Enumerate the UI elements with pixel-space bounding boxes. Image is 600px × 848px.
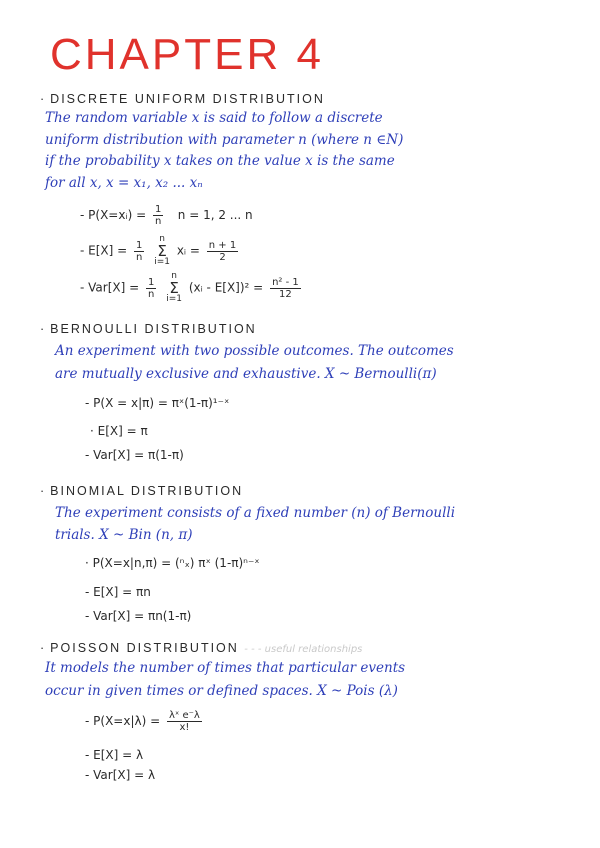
uniform-mean-formula: - E[X] = $\frac{1}{n}$ n Σ i=1 xᵢ = $\frac{n + 1}{2}$	[80, 234, 237, 267]
bernoulli-text-line-1: An experiment with two possible outcomes. The outcomes	[55, 343, 454, 359]
section-heading-bernoulli: · BERNOULLI DISTRIBUTION	[40, 322, 257, 336]
binomial-pmf-formula: · P(X=x|n,π) = (ⁿₓ) πˣ (1-π)ⁿ⁻ˣ	[85, 556, 260, 570]
poisson-text-line-2: occur in given times or defined spaces. X ~ Pois (λ)	[45, 683, 398, 699]
uniform-text-line-4: for all x, x = x₁, x₂ ... xₙ	[45, 175, 203, 191]
binomial-text-line-1: The experiment consists of a fixed number (n) of Bernoulli	[55, 505, 456, 521]
uniform-text-line-2: uniform distribution with parameter n (where n ∈N)	[45, 132, 404, 148]
poisson-mean-formula: - E[X] = λ	[85, 748, 144, 762]
poisson-pmf-formula: - P(X=x|λ) = $\frac{\text{λˣ e⁻λ}}{x!}$	[85, 710, 200, 733]
uniform-variance-formula: - Var[X] = $\frac{1}{n}$ n Σ i=1 (xᵢ - E[X])² = $\frac{\text{n² - 1}}{12}$	[80, 271, 299, 304]
bullet-icon: ·	[40, 322, 47, 336]
binomial-variance-formula: - Var[X] = πn(1-π)	[85, 609, 192, 623]
bullet-icon: ·	[40, 484, 47, 498]
poisson-text-line-1: It models the number of times that particular events	[45, 660, 406, 676]
binomial-mean-formula: - E[X] = πn	[85, 585, 151, 599]
section-heading-binomial: · BINOMIAL DISTRIBUTION	[40, 484, 244, 498]
uniform-text-line-3: if the probability x takes on the value x is the same	[45, 153, 395, 169]
binomial-text-line-2: trials. X ~ Bin (n, π)	[55, 527, 193, 543]
poisson-variance-formula: - Var[X] = λ	[85, 768, 156, 782]
chapter-title: CHAPTER 4	[50, 30, 324, 79]
section-heading-uniform: · DISCRETE UNIFORM DISTRIBUTION	[40, 92, 325, 106]
bullet-icon: ·	[40, 92, 47, 106]
uniform-text-line-1: The random variable x is said to follow a discrete	[45, 110, 383, 126]
bernoulli-mean-formula: · E[X] = π	[90, 424, 148, 438]
bernoulli-pmf-formula: - P(X = x|π) = πˣ(1-π)¹⁻ˣ	[85, 396, 230, 410]
bernoulli-variance-formula: - Var[X] = π(1-π)	[85, 448, 184, 462]
bernoulli-text-line-2: are mutually exclusive and exhaustive. X ~ Bernoulli(π)	[55, 366, 437, 382]
faint-note: - - - useful relationships	[244, 644, 363, 655]
uniform-pmf-formula: - P(X=xᵢ) = $\frac{1}{n}$ n = 1, 2 ... n	[80, 204, 253, 227]
bullet-icon: ·	[40, 641, 47, 655]
section-heading-poisson: · POISSON DISTRIBUTION - - - useful relationships	[40, 641, 363, 655]
